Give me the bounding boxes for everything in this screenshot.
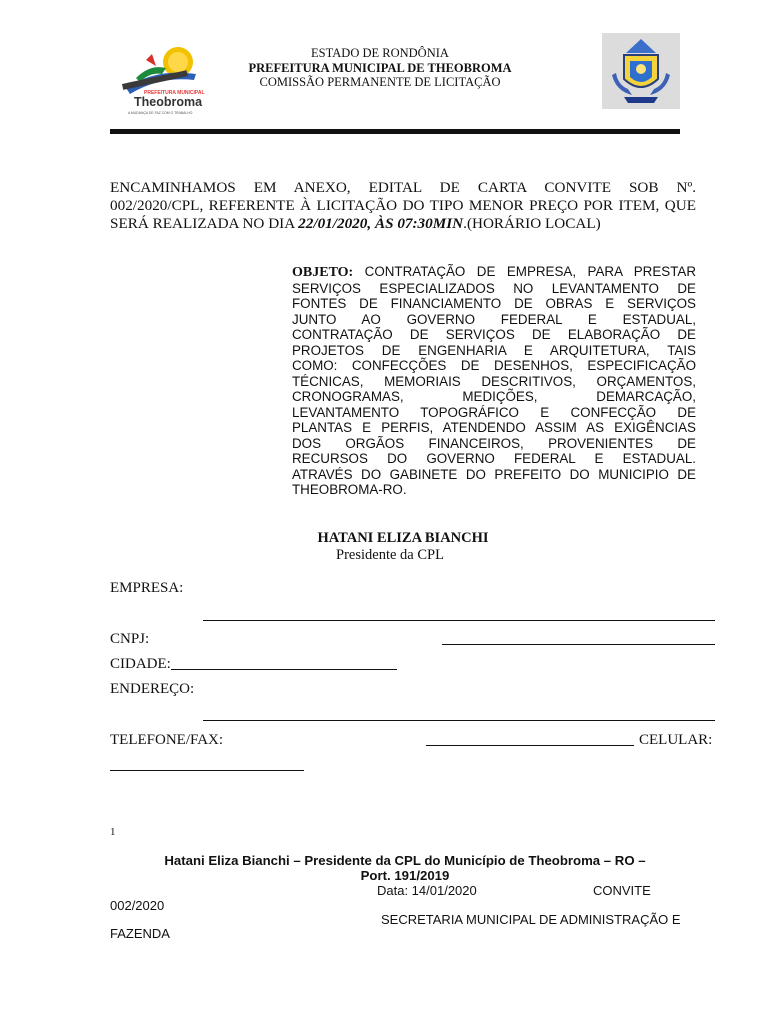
objeto-line: PROJETOS DE ENGENHARIA E ARQUITETURA, TAIS xyxy=(292,342,696,358)
objeto-text: CONTRATAÇÃO DE EMPRESA, PARA PRESTAR xyxy=(353,264,696,279)
header-state: ESTADO DE RONDÔNIA xyxy=(311,46,449,60)
svg-text:Theobroma: Theobroma xyxy=(134,95,203,109)
objeto-line: THEOBROMA-RO. xyxy=(292,482,407,497)
coat-of-arms xyxy=(602,33,680,109)
footer-convite-label: CONVITE xyxy=(593,883,651,898)
objeto-line: SERVIÇOS ESPECIALIZADOS NO LEVANTAMENTO DE xyxy=(292,280,696,296)
endereco-label: ENDEREÇO: xyxy=(110,681,195,697)
signatory-name: HATANI ELIZA BIANCHI xyxy=(317,530,489,546)
footer-portaria: Port. 191/2019 xyxy=(360,867,450,883)
objeto-line: FONTES DE FINANCIAMENTO DE OBRAS E SERVIÇOS xyxy=(292,296,696,311)
header-divider xyxy=(110,129,680,134)
header-municipality: PREFEITURA MUNICIPAL DE THEOBROMA xyxy=(248,61,512,75)
objeto-line: JUNTO AO GOVERNO FEDERAL E ESTADUAL, xyxy=(292,311,696,327)
page-number: 1 xyxy=(110,826,116,838)
intro-paragraph xyxy=(110,179,696,233)
telefone-field[interactable] xyxy=(426,745,634,746)
footer-secretaria-cont: FAZENDA xyxy=(110,926,170,941)
objeto-line: CONTRATAÇÃO DE SERVIÇOS DE ELABORAÇÃO DE xyxy=(292,327,696,342)
theobroma-logo-icon xyxy=(116,44,212,116)
intro-line-3-suffix: .(HORÁRIO LOCAL) xyxy=(463,215,601,232)
objeto-line: DOS ORGÃOS FINANCEIROS, PROVENIENTES DE xyxy=(292,435,696,451)
objeto-line: ATRAVÉS DO GABINETE DO PREFEITO DO MUNICIPIO DE xyxy=(292,466,696,482)
empresa-label: EMPRESA: xyxy=(110,580,184,596)
objeto-line: LEVANTAMENTO TOPOGRÁFICO E CONFECÇÃO DE xyxy=(292,404,696,420)
footer-secretaria: SECRETARIA MUNICIPAL DE ADMINISTRAÇÃO E xyxy=(381,912,681,927)
cnpj-label: CNPJ: xyxy=(110,631,150,647)
footer-convite-number: 002/2020 xyxy=(110,898,165,913)
intro-line-2: 002/2020/CPL, REFERENTE À LICITAÇÃO DO TIPO MENOR PREÇO POR ITEM, QUE xyxy=(110,197,696,214)
telefone-label: TELEFONE/FAX: xyxy=(110,732,224,748)
intro-line-3-text: SERÁ REALIZADA NO DIA xyxy=(110,215,299,232)
objeto-label: OBJETO: xyxy=(292,265,354,280)
svg-text:A MUDANÇA DE FAZ COM O TRABALH: A MUDANÇA DE FAZ COM O TRABALHO xyxy=(128,111,193,115)
empresa-field[interactable] xyxy=(203,620,715,621)
objeto-line: TÉCNICAS, MEMORIAIS DESCRITIVOS, ORÇAMENTOS, xyxy=(292,373,696,389)
objeto-line xyxy=(292,264,696,281)
cnpj-field[interactable] xyxy=(442,644,715,645)
celular-label: CELULAR: xyxy=(639,732,713,748)
footer-date: Data: 14/01/2020 xyxy=(377,883,477,898)
objeto-line: RECURSOS DO GOVERNO FEDERAL E ESTADUAL. xyxy=(292,451,696,466)
objeto-block xyxy=(292,264,696,498)
prefeitura-logo xyxy=(116,44,212,116)
svg-text:PREFEITURA MUNICIPAL: PREFEITURA MUNICIPAL xyxy=(144,90,205,96)
session-datetime: 22/01/2020, ÀS 07:30MIN xyxy=(298,215,464,232)
footer-signature-line: Hatani Eliza Bianchi – Presidente da CPL do Município de Theobroma – RO – xyxy=(164,853,646,868)
signatory-role: Presidente da CPL xyxy=(336,547,444,563)
header-commission: COMISSÃO PERMANENTE DE LICITAÇÃO xyxy=(259,75,501,89)
endereco-field[interactable] xyxy=(203,720,715,721)
intro-line-3 xyxy=(110,215,696,233)
objeto-line: PLANTAS E PERFIS, ATENDENDO ASSIM AS EXIGÊNCIAS xyxy=(292,420,696,435)
cidade-field[interactable] xyxy=(171,669,397,670)
coat-of-arms-icon xyxy=(602,33,680,109)
objeto-line: COMO: CONFECÇÕES DE DESENHOS, ESPECIFICAÇÃO xyxy=(292,358,696,373)
celular-field[interactable] xyxy=(110,770,304,771)
objeto-line: CRONOGRAMAS, MEDIÇÕES, DEMARCAÇÃO, xyxy=(292,389,696,404)
cidade-label: CIDADE: xyxy=(110,656,171,672)
footer-signature xyxy=(110,854,700,883)
intro-line-1: ENCAMINHAMOS EM ANEXO, EDITAL DE CARTA CONVITE SOB Nº. xyxy=(110,179,696,196)
